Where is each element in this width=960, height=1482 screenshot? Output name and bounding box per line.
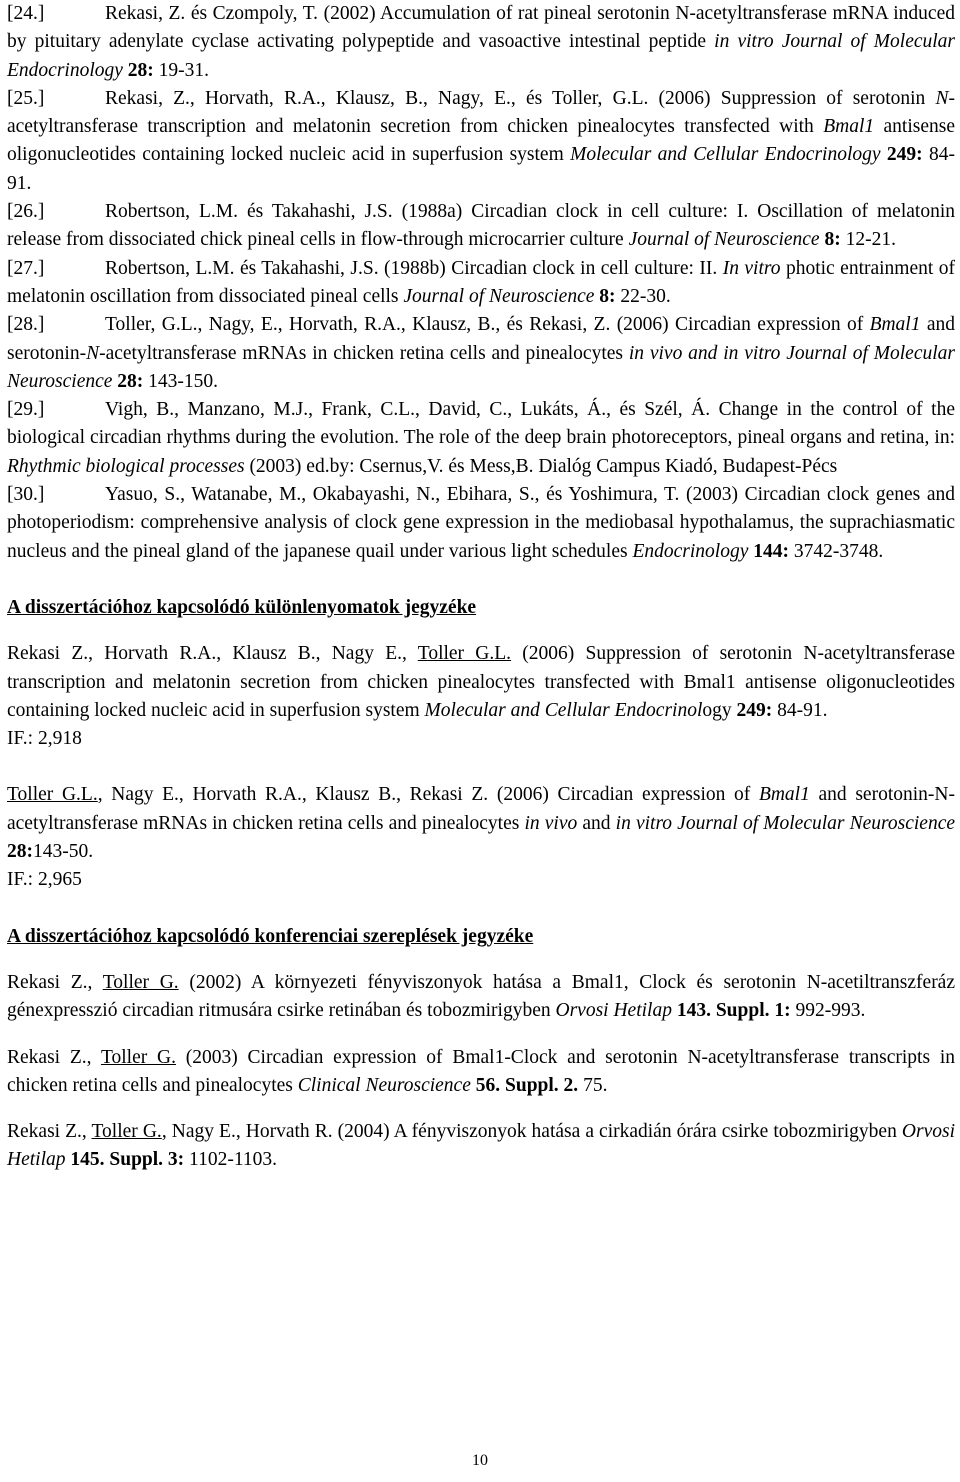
- text-run: Vigh, B., Manzano, M.J., Frank, C.L., David, C., Lukáts, Á., és Szél, Á. Change in the control of the biological circadian rhythms during the evolution. The role of the deep brain photoreceptors, pineal organs and retina, in:: [7, 399, 955, 449]
- text-run: (2002) A környezeti fényviszonyok hatása a Bmal1, Clock és serotonin N-acetiltranszferáz génexpresszió circadian ritmusára csirke retinában és tobozmirigyben: [7, 971, 955, 1022]
- section-heading-reprints: A disszertációhoz kapcsolódó különlenyomatok jegyzéke: [7, 596, 477, 618]
- bold-text: 249:: [886, 144, 923, 166]
- underlined-text: Toller G.: [91, 1121, 162, 1143]
- underlined-text: Toller G.L.: [7, 784, 98, 806]
- text-run: antisense oligonucleotides containing locked nucleic acid in superfusion system: [7, 116, 955, 166]
- bold-text: 249:: [736, 699, 773, 721]
- text-run: and serotonin-N-acetyltransferase mRNAs in chicken retina cells and pinealocytes: [7, 784, 955, 834]
- text-run: 84-91.: [7, 144, 955, 194]
- italic-text: N: [86, 342, 100, 364]
- document-page: [7, 0, 955, 1175]
- text-run: 3742-3748.: [788, 540, 884, 562]
- text-run: Rekasi, Z. és Czompoly, T. (2002) Accumulation of rat pineal serotonin N-acetyltransferase mRNA induced by pituitary adenylate cyclase activating polypeptide and vasoactive intestinal peptide: [7, 3, 955, 53]
- reference-25: [7, 85, 955, 198]
- text-run: 992-993.: [790, 1000, 866, 1022]
- text-run: , Nagy E., Horvath R. (2004) A fényviszonyok hatása a cirkadián órára csirke tobozmirigyben: [161, 1121, 902, 1143]
- italic-text: in vivo and in vitro Journal of Molecular Neuroscience: [7, 342, 955, 392]
- reference-26: [7, 198, 955, 255]
- reference-number: [27.]: [7, 257, 45, 279]
- text-run: (2003) ed.by: Csernus,V. és Mess,B. Dialóg Campus Kiadó, Budapest-Pécs: [244, 455, 838, 477]
- bold-text: 8:: [824, 229, 841, 251]
- text-run: Rekasi Z.,: [7, 1046, 101, 1068]
- text-run: Toller, G.L., Nagy, E., Horvath, R.A., Klausz, B., és Rekasi, Z. (2006) Circadian expression of: [105, 314, 870, 336]
- section-heading-conferences: A disszertációhoz kapcsolódó konferenciai szereplések jegyzéke: [7, 925, 534, 947]
- italic-text: Journal of Neuroscience: [628, 229, 820, 251]
- reference-number: [26.]: [7, 201, 45, 223]
- text-run: -acetyltransferase mRNAs in chicken retina cells and pinealocytes: [99, 342, 629, 364]
- text-run: 84-91.: [772, 699, 828, 721]
- bold-text: 143. Suppl. 1:: [676, 1000, 791, 1022]
- bold-text: 144:: [753, 540, 789, 562]
- italic-text: Bmal1: [758, 784, 810, 806]
- italic-text: Endocrinology: [632, 540, 749, 562]
- text-run: 22-30.: [615, 285, 671, 307]
- reference-list: [7, 0, 955, 566]
- text-run: (2006) Suppression of serotonin N-acetyltransferase transcription and melatonin secretion from chicken pinealocytes transfected with Bmal1 antisense oligonucleotides containing locked nucleic acid in superfusion system: [7, 643, 955, 721]
- underlined-text: Toller G.: [100, 1046, 176, 1068]
- reference-number: [25.]: [7, 87, 45, 109]
- conference-entry-3: [7, 1118, 955, 1175]
- italic-text: Bmal1: [869, 314, 921, 336]
- reprint-entry-1: [7, 640, 955, 725]
- italic-text: Journal of Neuroscience: [403, 285, 595, 307]
- reference-number: [30.]: [7, 484, 45, 506]
- underlined-text: Toller G.: [102, 971, 179, 993]
- bold-text: 28:: [117, 370, 144, 392]
- bold-text: 28:: [127, 59, 154, 81]
- text-run: 19-31.: [153, 59, 210, 81]
- italic-text: Molecular and Cellular Endocrinol: [424, 699, 703, 721]
- text-run: 12-21.: [840, 229, 896, 251]
- text-run: , Nagy E., Horvath R.A., Klausz B., Rekasi Z. (2006) Circadian expression of: [97, 784, 759, 806]
- reference-number: [29.]: [7, 399, 45, 421]
- italic-text: Orvosi Hetilap: [555, 1000, 672, 1022]
- reference-number: [28.]: [7, 314, 45, 336]
- text-run: Rekasi Z.,: [7, 1121, 92, 1143]
- text-run: 143-150.: [143, 370, 219, 392]
- bold-text: 8:: [599, 285, 616, 307]
- italic-text: Orvosi Hetilap: [7, 1121, 955, 1171]
- text-run: ogy: [702, 699, 737, 721]
- text-run: -acetyltransferase transcription and melatonin secretion from chicken pinealocytes transfected with: [7, 87, 955, 138]
- bold-text: 145. Suppl. 3:: [70, 1149, 185, 1171]
- italic-text: in vivo: [524, 812, 578, 834]
- italic-text: In vitro: [722, 257, 781, 279]
- italic-text: N: [935, 87, 949, 109]
- impact-factor-1: IF.: 2,918: [7, 728, 82, 750]
- text-run: 1102-1103.: [184, 1149, 277, 1171]
- italic-text: Clinical Neuroscience: [297, 1074, 471, 1096]
- text-run: photic entrainment of melatonin oscillation from dissociated pineal cells: [7, 257, 955, 307]
- italic-text: in vitro Journal of Molecular Neuroscience: [615, 812, 956, 834]
- bold-text: 28:: [7, 841, 33, 863]
- italic-text: Rhythmic biological processes: [7, 455, 245, 477]
- conference-entry-2: [7, 1044, 955, 1101]
- text-run: Rekasi Z.,: [7, 971, 103, 993]
- text-run: and: [577, 812, 616, 834]
- text-run: 143-50.: [33, 841, 94, 863]
- reference-30: [7, 481, 955, 566]
- underlined-text: Toller G.L.: [417, 643, 512, 665]
- text-run: [774, 31, 782, 52]
- text-run: Robertson, L.M. és Takahashi, J.S. (1988a) Circadian clock in cell culture: I. Oscillation of melatonin release from dissociated chick pineal cells in flow-through microcarrier culture: [7, 201, 955, 251]
- text-run: Robertson, L.M. és Takahashi, J.S. (1988b) Circadian clock in cell culture: II.: [105, 257, 723, 279]
- reference-27: [7, 255, 955, 312]
- text-run: (2003) Circadian expression of Bmal1-Clock and serotonin N-acetyltransferase transcripts in chicken retina cells and pinealocytes: [7, 1046, 955, 1096]
- italic-text: Journal of Molecular Endocrinology: [7, 31, 956, 81]
- italic-text: Bmal1: [823, 116, 875, 138]
- bold-text: 56. Suppl. 2.: [475, 1074, 579, 1096]
- reference-28: [7, 311, 955, 396]
- text-run: Yasuo, S., Watanabe, M., Okabayashi, N., Ebihara, S., és Yoshimura, T. (2003) Circadian clock genes and photoperiodism: comprehensive analysis of clock gene expression in the mediobasal hypothalamus, the suprachiasmatic nucleus and the pineal gland of the japanese quail under various light schedules: [7, 484, 955, 562]
- reference-number: [24.]: [7, 3, 45, 24]
- page-number: 10: [472, 1452, 488, 1469]
- italic-text: in vitro: [714, 31, 774, 53]
- reference-24: [7, 0, 955, 85]
- text-run: 75.: [578, 1074, 608, 1096]
- impact-factor-2: IF.: 2,965: [7, 869, 82, 891]
- text-run: Rekasi Z., Horvath R.A., Klausz B., Nagy E.,: [7, 643, 418, 665]
- text-run: and serotonin-: [7, 314, 955, 364]
- reference-29: [7, 396, 955, 481]
- text-run: Rekasi, Z., Horvath, R.A., Klausz, B., Nagy, E., és Toller, G.L. (2006) Suppression of serotonin: [105, 87, 936, 109]
- conference-entry-1: [7, 969, 955, 1026]
- reprint-entry-2: [7, 781, 955, 866]
- italic-text: Molecular and Cellular Endocrinology: [570, 144, 881, 166]
